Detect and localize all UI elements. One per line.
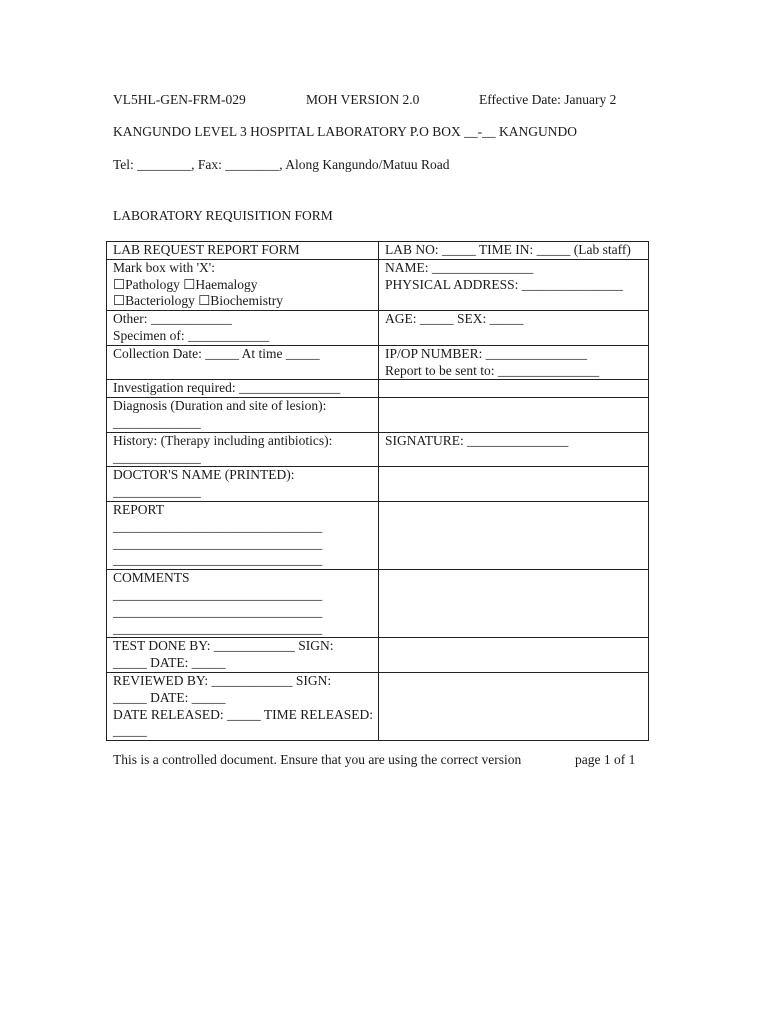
- reviewed-cell: [107, 672, 379, 740]
- controlled-document-note: This is a controlled document. Ensure that you are using the correct version: [113, 752, 522, 767]
- empty-cell: [379, 672, 649, 740]
- physical-address-field[interactable]: PHYSICAL ADDRESS: _______________: [385, 276, 624, 292]
- time-released-blank[interactable]: _____: [113, 723, 147, 739]
- test-done-by-field[interactable]: TEST DONE BY: ____________ SIGN:: [113, 638, 334, 654]
- ip-op-number-field[interactable]: IP/OP NUMBER: _______________: [385, 345, 588, 361]
- mark-box-instruction: Mark box with 'X':: [113, 259, 215, 275]
- report-line[interactable]: _______________________________: [113, 552, 323, 568]
- date-time-released-field[interactable]: DATE RELEASED: _____ TIME RELEASED:: [113, 706, 373, 722]
- form-row-reviewed: [107, 672, 649, 740]
- name-field[interactable]: NAME: _______________: [385, 259, 534, 275]
- form-row-diagnosis: [107, 398, 649, 433]
- age-sex-cell: [379, 311, 649, 346]
- doctor-name-field[interactable]: _____________: [113, 484, 201, 500]
- doctor-name-label: DOCTOR'S NAME (PRINTED):: [113, 467, 295, 483]
- requisition-table: [106, 241, 649, 741]
- signature-field[interactable]: SIGNATURE: _______________: [379, 432, 649, 467]
- specimen-field[interactable]: Specimen of: ____________: [113, 327, 269, 343]
- test-done-date-field[interactable]: _____ DATE: _____: [113, 655, 226, 671]
- comments-cell: [107, 570, 379, 638]
- other-specimen-cell: [107, 311, 379, 346]
- form-row-department: [107, 259, 649, 310]
- investigation-required-field[interactable]: Investigation required: _______________: [107, 380, 379, 398]
- history-cell: [107, 432, 379, 467]
- document-code: VL5HL-GEN-FRM-029: [113, 92, 246, 107]
- form-row-comments: [107, 570, 649, 638]
- document-version: MOH VERSION 2.0: [306, 92, 420, 107]
- history-field[interactable]: _____________: [113, 449, 201, 465]
- empty-cell: [379, 638, 649, 673]
- department-checkboxes: [107, 259, 379, 310]
- form-row-specimen: [107, 311, 649, 346]
- empty-cell: [379, 501, 649, 569]
- form-row-doctor: [107, 467, 649, 502]
- contact-line: Tel: ________, Fax: ________, Along Kangundo/Matuu Road: [113, 157, 450, 172]
- form-row-collection: [107, 345, 649, 380]
- comments-label: COMMENTS: [113, 570, 190, 586]
- form-row-investigation: [107, 380, 649, 398]
- lab-request-report-form-label: LAB REQUEST REPORT FORM: [107, 242, 379, 260]
- document-header-row: [113, 92, 653, 110]
- report-label: REPORT: [113, 501, 164, 517]
- test-done-cell: [107, 638, 379, 673]
- diagnosis-label: Diagnosis (Duration and site of lesion):: [113, 398, 327, 414]
- report-cell: [107, 501, 379, 569]
- history-label: History: (Therapy including antibiotics):: [113, 432, 333, 448]
- document-footer: [113, 752, 653, 770]
- hospital-address-line: KANGUNDO LEVEL 3 HOSPITAL LABORATORY P.O BOX __-__ KANGUNDO: [113, 124, 578, 139]
- diagnosis-cell: [107, 398, 379, 433]
- empty-cell: [379, 570, 649, 638]
- form-row-history: [107, 432, 649, 467]
- form-title: LABORATORY REQUISITION FORM: [113, 208, 333, 223]
- collection-date-field[interactable]: Collection Date: _____ At time _____: [113, 345, 320, 361]
- form-row-report: [107, 501, 649, 569]
- comments-line[interactable]: _______________________________: [113, 620, 323, 636]
- effective-date: Effective Date: January 2: [479, 92, 617, 107]
- comments-line[interactable]: _______________________________: [113, 586, 323, 602]
- other-field[interactable]: Other: ____________: [113, 311, 232, 327]
- reviewed-by-field[interactable]: REVIEWED BY: ____________ SIGN:: [113, 672, 332, 688]
- report-sent-to-field[interactable]: Report to be sent to: _______________: [385, 362, 600, 378]
- ip-op-cell: [379, 345, 649, 380]
- reviewed-date-field[interactable]: _____ DATE: _____: [113, 689, 226, 705]
- age-sex-field[interactable]: AGE: _____ SEX: _____: [385, 311, 524, 327]
- empty-cell: [379, 467, 649, 502]
- form-row-lab-no: [107, 242, 649, 260]
- collection-cell: [107, 345, 379, 380]
- patient-name-address: [379, 259, 649, 310]
- diagnosis-field[interactable]: _____________: [113, 414, 201, 430]
- form-row-test-done: [107, 638, 649, 673]
- empty-cell: [379, 398, 649, 433]
- report-line[interactable]: _______________________________: [113, 535, 323, 551]
- doctor-name-cell: [107, 467, 379, 502]
- pathology-haemalogy-checkboxes[interactable]: ☐Pathology ☐Haemalogy: [113, 276, 258, 292]
- bacteriology-biochemistry-checkboxes[interactable]: ☐Bacteriology ☐Biochemistry: [113, 293, 284, 309]
- comments-line[interactable]: _______________________________: [113, 603, 323, 619]
- lab-no-time-in-field[interactable]: LAB NO: _____ TIME IN: _____ (Lab staff): [379, 242, 649, 260]
- report-line[interactable]: _______________________________: [113, 518, 323, 534]
- empty-cell: [379, 380, 649, 398]
- page-number: page 1 of 1: [575, 752, 636, 767]
